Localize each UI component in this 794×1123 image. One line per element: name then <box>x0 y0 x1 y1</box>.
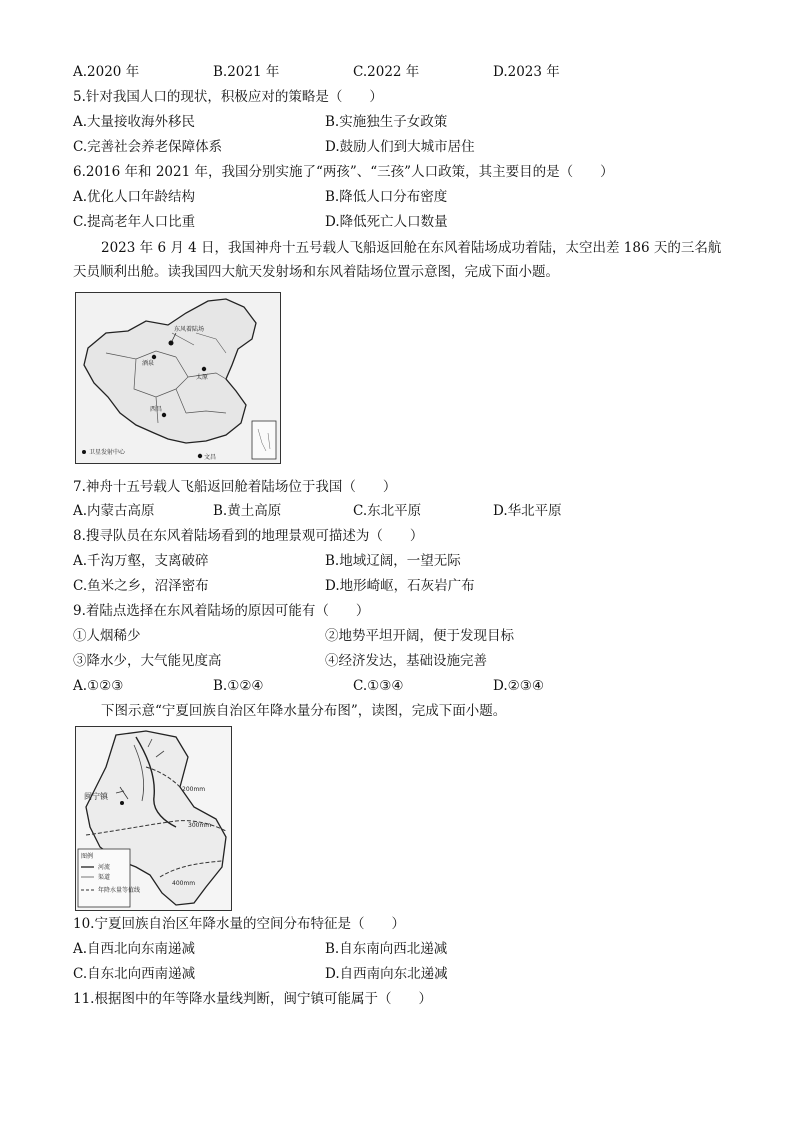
q6-option-b: B.降低人口分布密度 <box>325 189 448 205</box>
q7-stem: 7.神舟十五号载人飞船返回舱着陆场位于我国（ ） <box>73 479 397 495</box>
q9-option-d: D.②③④ <box>493 678 544 694</box>
q10-option-b: B.自东南向西北递减 <box>325 941 448 957</box>
label-isohyet-300: 300mm <box>188 822 212 829</box>
q9-option-c: C.①③④ <box>353 678 404 694</box>
q9-item-2: ②地势平坦开阔，便于发现目标 <box>325 628 514 644</box>
q6-stem: 6.2016 年和 2021 年，我国分别实施了“两孩”、“三孩”人口政策，其主要目的是（ ） <box>73 164 614 180</box>
taiyuan-marker <box>202 367 206 371</box>
legend-launch-center: 卫星发射中心 <box>89 449 126 456</box>
legend-canal: 渠道 <box>98 874 111 881</box>
minning-town-marker <box>120 801 124 805</box>
q8-option-d: D.地形崎岖，石灰岩广布 <box>325 578 475 594</box>
q6-option-a: A.优化人口年龄结构 <box>73 189 196 205</box>
label-xichang: 西昌 <box>150 406 163 413</box>
q6-option-d: D.降低死亡人口数量 <box>325 214 448 230</box>
legend-launch-icon <box>82 450 86 454</box>
q7-option-a: A.内蒙古高原 <box>73 503 155 519</box>
q7-option-d: D.华北平原 <box>493 503 562 519</box>
q10-option-a: A.自西北向东南递减 <box>73 941 196 957</box>
q9-stem: 9.着陆点选择在东风着陆场的原因可能有（ ） <box>73 603 370 619</box>
label-wenchang: 文昌 <box>204 454 217 461</box>
q5-option-a: A.大量接收海外移民 <box>73 114 196 130</box>
legend-title: 图例 <box>81 853 94 860</box>
jiuquan-marker <box>152 355 156 359</box>
wenchang-marker <box>198 454 202 458</box>
q10-stem: 10.宁夏回族自治区年降水量的空间分布特征是（ ） <box>73 916 405 932</box>
q8-stem: 8.搜寻队员在东风着陆场看到的地理景观可描述为（ ） <box>73 528 424 544</box>
q8-option-b: B.地域辽阔，一望无际 <box>325 553 461 569</box>
q4-option-b: B.2021 年 <box>213 64 280 80</box>
ningxia-precipitation-map <box>75 726 232 911</box>
q9-option-b: B.①②④ <box>213 678 264 694</box>
q9-option-a: A.①②③ <box>73 678 124 694</box>
label-minning-town: 闽宁镇 <box>84 792 108 801</box>
label-taiyuan: 太原 <box>196 374 209 381</box>
passage-shenzhou: 2023 年 6 月 4 日，我国神舟十五号载人飞船返回舱在东风着陆场成功着陆，太空出差 186 天的三名航天员顺利出舱。读我国四大航天发射场和东风着陆场位置示意图，完成下面小题。 <box>73 240 722 280</box>
q4-option-d: D.2023 年 <box>493 64 560 80</box>
q9-item-3: ③降水少，大气能见度高 <box>73 653 222 669</box>
legend-isohyet: 年降水量等值线 <box>98 887 141 894</box>
q5-stem: 5.针对我国人口的现状，积极应对的策略是（ ） <box>73 89 383 105</box>
q7-option-c: C.东北平原 <box>353 503 422 519</box>
q9-item-1: ①人烟稀少 <box>73 628 141 644</box>
xichang-marker <box>162 413 166 417</box>
label-isohyet-400: 400mm <box>172 880 196 887</box>
q6-option-c: C.提高老年人口比重 <box>73 214 196 230</box>
q5-option-b: B.实施独生子女政策 <box>325 114 448 130</box>
label-jiuquan: 酒泉 <box>142 360 155 367</box>
label-isohyet-200: 200mm <box>182 786 206 793</box>
q7-option-b: B.黄土高原 <box>213 503 282 519</box>
q8-option-c: C.鱼米之乡，沼泽密布 <box>73 578 209 594</box>
q5-option-d: D.鼓励人们到大城市居住 <box>325 139 475 155</box>
china-launch-sites-map <box>75 292 281 464</box>
q5-option-c: C.完善社会养老保障体系 <box>73 139 223 155</box>
q4-option-a: A.2020 年 <box>73 64 140 80</box>
legend-river: 河流 <box>98 864 111 871</box>
label-landing-site: 东风着陆场 <box>174 326 205 333</box>
q9-item-4: ④经济发达，基础设施完善 <box>325 653 487 669</box>
passage-ningxia: 下图示意“宁夏回族自治区年降水量分布图”，读图，完成下面小题。 <box>101 703 507 719</box>
q11-stem: 11.根据图中的年等降水量线判断，闽宁镇可能属于（ ） <box>73 991 432 1007</box>
q8-option-a: A.千沟万壑，支离破碎 <box>73 553 209 569</box>
q10-option-c: C.自东北向西南递减 <box>73 966 196 982</box>
q4-option-c: C.2022 年 <box>353 64 420 80</box>
q10-option-d: D.自西南向东北递减 <box>325 966 448 982</box>
